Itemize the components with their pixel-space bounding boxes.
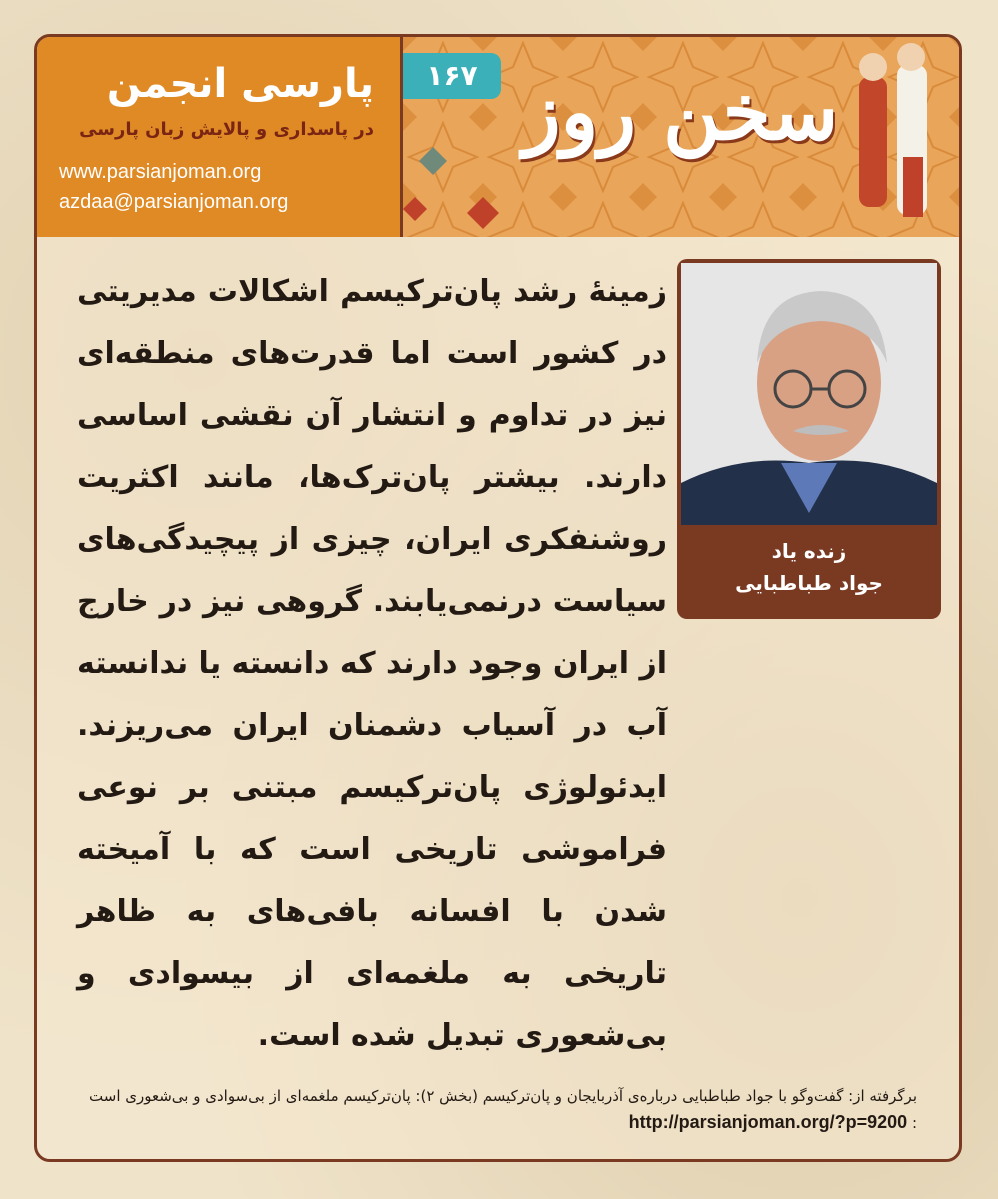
portrait-person-icon <box>681 263 937 525</box>
brand-name: پارسی انجمن <box>106 61 374 107</box>
header <box>37 37 959 237</box>
email-link[interactable]: azdaa@parsianjoman.org <box>59 191 289 213</box>
portrait-caption-name: جواد طباطبایی <box>735 571 883 595</box>
website-link[interactable]: www.parsianjoman.org <box>59 161 262 183</box>
brand-panel <box>37 37 403 237</box>
source-url-link[interactable]: http://parsianjoman.org/?p=9200 <box>628 1112 908 1132</box>
source-text: برگرفته از: گفت‌وگو با جواد طباطبایی درباره‌ی آذربایجان و پان‌ترکیسم (بخش ۲): پان‌ترکیسم ملغمه‌ای از بی‌سوادی و بی‌شعوری است : <box>89 1087 917 1132</box>
brand-tagline: در پاسداری و پالایش زبان پارسی <box>79 119 374 140</box>
portrait-card <box>677 259 941 619</box>
quote-text: زمینهٔ رشد پان‌ترکیسم اشکالات مدیریتی در کشور است اما قدرت‌های منطقه‌ای نیز در تداوم و انتشار آن نقشی اساسی دارند. بیشتر پان‌ترک‌ها، مانند اکثریت روشنفکری ایران، چیزی از پیچیدگی‌های سیاست درنمی‌یابند. گروهی نیز در خارج از ایران وجود دارند که دانسته یا ندانسته آب در آسیاب دشمنان ایران می‌ریزند. ایدئولوژی پان‌ترکیسم مبتنی بر نوعی فراموشی تاریخی است که با آمیخته شدن با افسانه بافی‌های به ظاهر تاریخی به ملغمه‌ای از بیسوادی و بی‌شعوری تبدیل شده است. <box>77 274 667 1053</box>
portrait-caption-title: زنده یاد <box>771 539 847 563</box>
banner-title: سخن روز <box>523 67 839 158</box>
issue-number-badge: ۱۶۷ <box>403 53 501 99</box>
source-citation <box>87 1083 917 1136</box>
poster-frame <box>34 34 962 1162</box>
portrait-photo <box>681 263 937 525</box>
